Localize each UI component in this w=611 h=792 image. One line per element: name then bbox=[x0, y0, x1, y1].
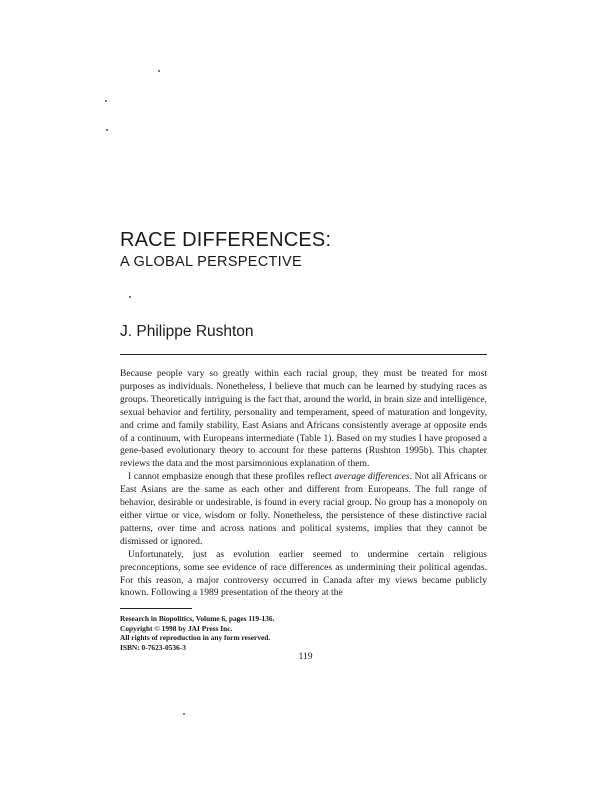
scan-speck bbox=[158, 70, 160, 72]
chapter-title: RACE DIFFERENCES: bbox=[120, 229, 332, 251]
scan-speck bbox=[183, 713, 185, 715]
paragraph-text: Unfortunately, just as evolution earlier seemed to undermine certain religious preconceptions, some see evidence of race differences as undermining their political agendas. For this reason, a major controversy occurred in Canada after my views became publicly known. Following a 1989 presentation of the theory at the bbox=[120, 548, 487, 599]
paragraph bbox=[120, 368, 487, 471]
scan-speck bbox=[106, 129, 108, 131]
footnote-line: Research in Biopolitics, Volume 6, pages 119-136. bbox=[120, 614, 275, 623]
emphasis-text: average differences bbox=[334, 471, 410, 483]
chapter-subtitle: A GLOBAL PERSPECTIVE bbox=[120, 254, 302, 270]
paragraph-text: . Not all Africans or East Asians are the same as each other and different from Europeans. The full range of behavior, desirable or undesirable, is found in every racial group. No group has a monopoly on either virtue or vice, wisdom or folly. Nonetheless, the persistence of these distinctive racial patterns, over time and across nations and political systems, implies that they cannot be dismissed or ignored. bbox=[120, 471, 487, 547]
paragraph-text: I cannot emphasize enough that these profiles reflect bbox=[128, 471, 335, 483]
author-name: J. Philippe Rushton bbox=[120, 323, 254, 340]
paragraph bbox=[120, 471, 487, 548]
publication-footnote bbox=[120, 614, 420, 653]
scan-speck bbox=[129, 296, 131, 298]
footnote-line: All rights of reproduction in any form reserved. bbox=[120, 633, 271, 643]
paragraph bbox=[120, 549, 487, 601]
footnote-line: ISBN: 0-7623-0536-3 bbox=[120, 643, 186, 653]
scan-speck bbox=[105, 100, 107, 102]
page-number: 119 bbox=[298, 651, 313, 662]
author-divider bbox=[120, 354, 487, 355]
paragraph-text: Because people vary so greatly within each racial group, they must be treated for most purposes as individuals. Nonetheless, I believe that much can be learned by studying races as groups. Theoretically intriguing is the fact that, around the world, in brain size and intelligence, sexual behavior and fertility, personality and temperament, speed of maturation and longevity, and crime and family stability, East Asians and Africans consistently average at opposite ends of a continuum, with Europeans intermediate (Table 1). Based on my studies I have proposed a gene-based evolutionary theory to account for these patterns (Rushton 1995b). This chapter reviews the data and the most parsimonious explanation of them. bbox=[120, 368, 487, 470]
body-text bbox=[120, 368, 487, 600]
footnote-divider bbox=[120, 608, 192, 609]
footnote-line: Copyright © 1998 by JAI Press Inc. bbox=[120, 623, 233, 633]
